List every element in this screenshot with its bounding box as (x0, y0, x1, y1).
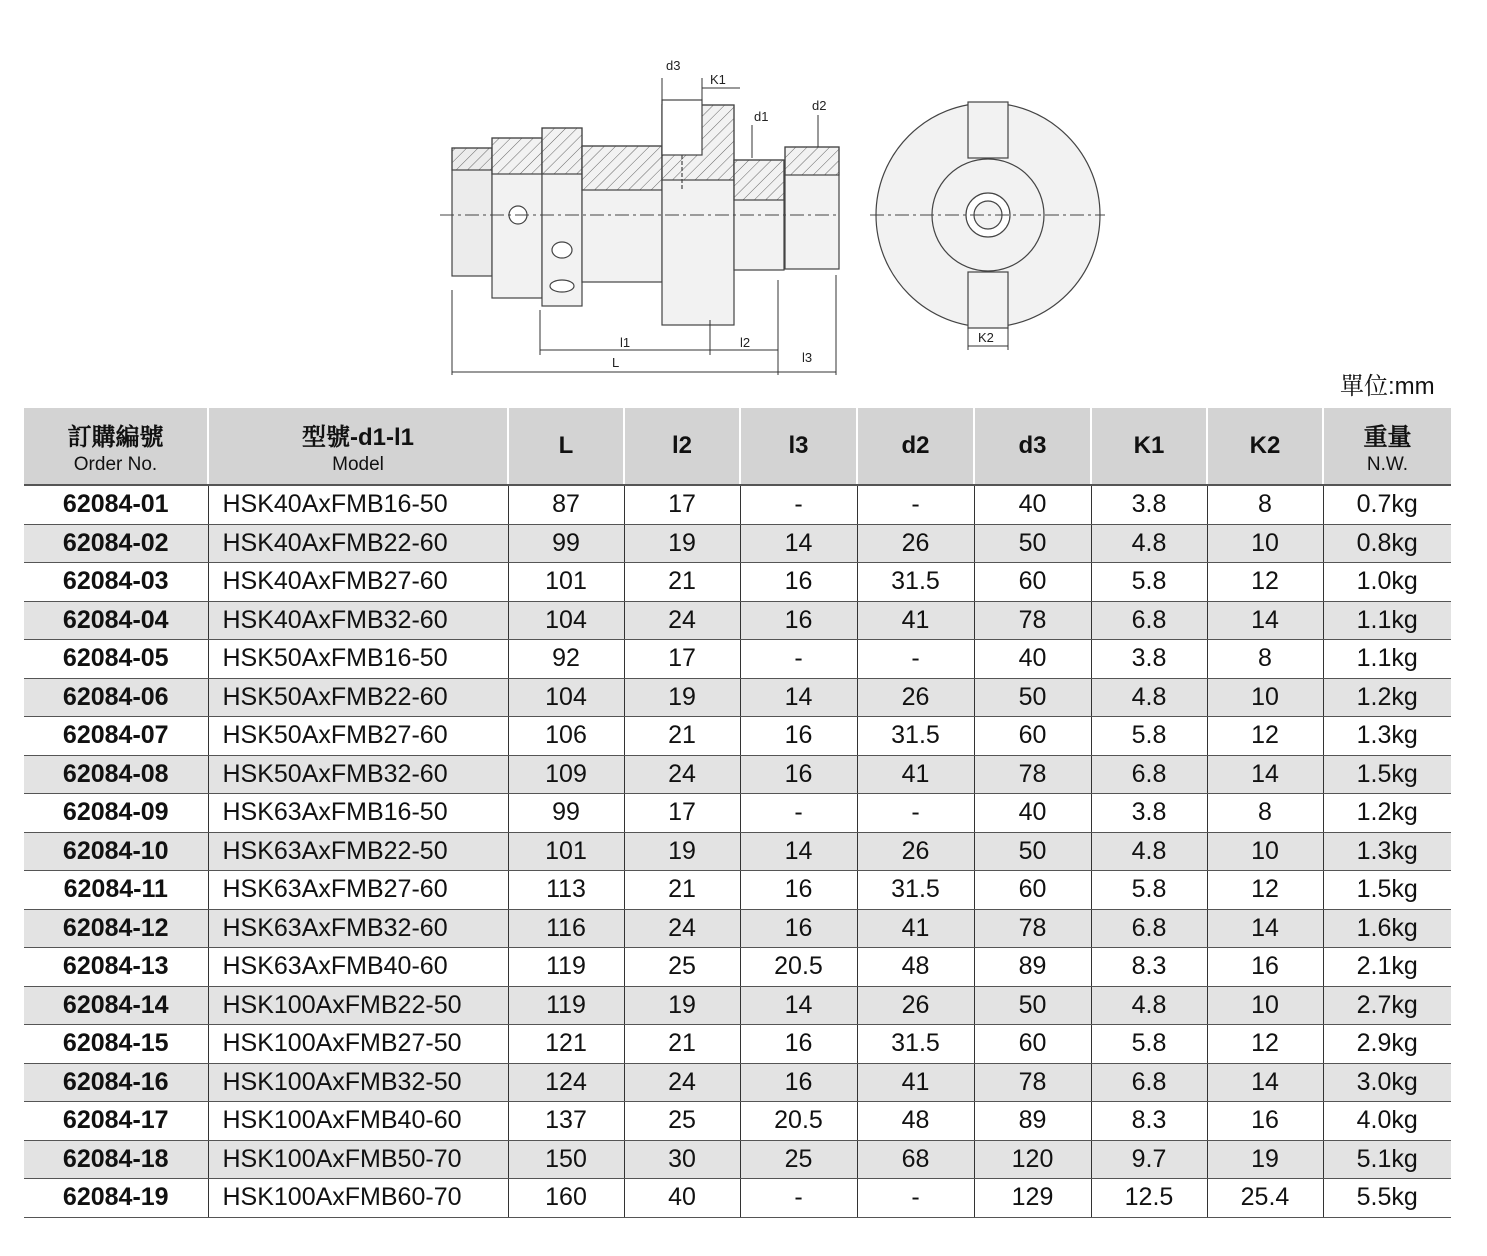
cell-order: 62084-07 (24, 717, 208, 756)
cell-l2: 21 (624, 563, 740, 602)
cell-model: HSK100AxFMB40-60 (208, 1102, 508, 1141)
cell-l2: 24 (624, 909, 740, 948)
cell-d2: - (857, 1179, 974, 1218)
cell-k1: 6.8 (1091, 1063, 1207, 1102)
table-row (24, 640, 1451, 679)
cell-nw: 5.1kg (1323, 1140, 1451, 1179)
table-row (24, 871, 1451, 910)
cell-order: 62084-11 (24, 871, 208, 910)
table-row (24, 524, 1451, 563)
table-row (24, 485, 1451, 524)
cell-d2: 41 (857, 601, 974, 640)
cell-l3: 16 (740, 717, 857, 756)
header-L: L (508, 408, 624, 485)
cell-l2: 21 (624, 871, 740, 910)
cell-nw: 1.5kg (1323, 871, 1451, 910)
cell-order: 62084-02 (24, 524, 208, 563)
cell-d3: 50 (974, 986, 1091, 1025)
cell-k1: 3.8 (1091, 485, 1207, 524)
cell-d2: - (857, 794, 974, 833)
table-row (24, 755, 1451, 794)
cell-k1: 6.8 (1091, 755, 1207, 794)
cell-k2: 8 (1207, 485, 1323, 524)
cell-nw: 1.3kg (1323, 832, 1451, 871)
cell-k1: 6.8 (1091, 601, 1207, 640)
cell-order: 62084-04 (24, 601, 208, 640)
cell-d2: 26 (857, 986, 974, 1025)
cell-k2: 14 (1207, 755, 1323, 794)
cell-L: 99 (508, 794, 624, 833)
cell-d3: 40 (974, 485, 1091, 524)
cell-L: 106 (508, 717, 624, 756)
cell-k2: 25.4 (1207, 1179, 1323, 1218)
cell-k2: 12 (1207, 1025, 1323, 1064)
cell-d3: 89 (974, 1102, 1091, 1141)
cell-model: HSK100AxFMB32-50 (208, 1063, 508, 1102)
cell-order: 62084-01 (24, 485, 208, 524)
cell-model: HSK40AxFMB27-60 (208, 563, 508, 602)
cell-model: HSK63AxFMB32-60 (208, 909, 508, 948)
table-row (24, 601, 1451, 640)
cell-model: HSK63AxFMB27-60 (208, 871, 508, 910)
cell-model: HSK50AxFMB22-60 (208, 678, 508, 717)
cell-L: 101 (508, 832, 624, 871)
cell-L: 104 (508, 678, 624, 717)
cell-d3: 129 (974, 1179, 1091, 1218)
cell-model: HSK50AxFMB32-60 (208, 755, 508, 794)
cell-l2: 21 (624, 1025, 740, 1064)
cell-d2: 31.5 (857, 871, 974, 910)
cell-model: HSK40AxFMB22-60 (208, 524, 508, 563)
cell-d2: 26 (857, 832, 974, 871)
table-row (24, 1140, 1451, 1179)
cell-L: 113 (508, 871, 624, 910)
cell-L: 116 (508, 909, 624, 948)
cell-d2: 26 (857, 524, 974, 563)
cell-d2: - (857, 640, 974, 679)
cell-l2: 19 (624, 986, 740, 1025)
cell-model: HSK40AxFMB16-50 (208, 485, 508, 524)
cell-order: 62084-14 (24, 986, 208, 1025)
header-l3: l3 (740, 408, 857, 485)
cell-d3: 40 (974, 640, 1091, 679)
cell-L: 99 (508, 524, 624, 563)
table-row (24, 1102, 1451, 1141)
cell-l3: 16 (740, 1063, 857, 1102)
cell-l2: 19 (624, 832, 740, 871)
cell-l2: 19 (624, 524, 740, 563)
cell-nw: 1.3kg (1323, 717, 1451, 756)
cell-l3: 14 (740, 832, 857, 871)
cell-L: 160 (508, 1179, 624, 1218)
cell-model: HSK63AxFMB22-50 (208, 832, 508, 871)
cell-L: 119 (508, 986, 624, 1025)
cell-l2: 17 (624, 794, 740, 833)
cell-d2: 41 (857, 909, 974, 948)
header-k2: K2 (1207, 408, 1323, 485)
cell-model: HSK50AxFMB27-60 (208, 717, 508, 756)
cell-model: HSK100AxFMB60-70 (208, 1179, 508, 1218)
cell-nw: 1.1kg (1323, 640, 1451, 679)
cell-l3: 16 (740, 601, 857, 640)
cell-order: 62084-08 (24, 755, 208, 794)
table-row (24, 563, 1451, 602)
cell-k2: 8 (1207, 794, 1323, 833)
cell-l2: 25 (624, 1102, 740, 1141)
cell-order: 62084-12 (24, 909, 208, 948)
header-weight: 重量 N.W. (1323, 408, 1451, 485)
label-l1: l1 (620, 335, 631, 350)
table-row (24, 948, 1451, 987)
cell-l3: 16 (740, 909, 857, 948)
table-row (24, 909, 1451, 948)
cell-k1: 4.8 (1091, 832, 1207, 871)
table-row (24, 1063, 1451, 1102)
cell-model: HSK50AxFMB16-50 (208, 640, 508, 679)
cell-k1: 6.8 (1091, 909, 1207, 948)
cell-d3: 89 (974, 948, 1091, 987)
cell-nw: 4.0kg (1323, 1102, 1451, 1141)
header-row (24, 408, 1451, 485)
cell-nw: 0.8kg (1323, 524, 1451, 563)
cell-k1: 9.7 (1091, 1140, 1207, 1179)
label-d2: d2 (812, 98, 827, 113)
cell-model: HSK100AxFMB27-50 (208, 1025, 508, 1064)
cell-d3: 78 (974, 909, 1091, 948)
cell-k2: 10 (1207, 986, 1323, 1025)
cell-order: 62084-15 (24, 1025, 208, 1064)
cell-L: 109 (508, 755, 624, 794)
cell-d3: 50 (974, 678, 1091, 717)
cell-model: HSK63AxFMB40-60 (208, 948, 508, 987)
cell-d3: 60 (974, 1025, 1091, 1064)
cell-L: 87 (508, 485, 624, 524)
cell-nw: 0.7kg (1323, 485, 1451, 524)
cell-nw: 1.2kg (1323, 794, 1451, 833)
cell-k1: 12.5 (1091, 1179, 1207, 1218)
cell-d3: 78 (974, 1063, 1091, 1102)
cell-l3: 14 (740, 678, 857, 717)
cell-d2: 26 (857, 678, 974, 717)
cell-l3: 16 (740, 563, 857, 602)
cell-k2: 16 (1207, 948, 1323, 987)
header-l2: l2 (624, 408, 740, 485)
cell-order: 62084-09 (24, 794, 208, 833)
cell-d2: 41 (857, 1063, 974, 1102)
cell-d2: 68 (857, 1140, 974, 1179)
cell-l3: 14 (740, 524, 857, 563)
unit-label: 單位:mm (1340, 373, 1435, 400)
cell-k2: 16 (1207, 1102, 1323, 1141)
table-row (24, 1025, 1451, 1064)
technical-drawing (440, 50, 1120, 380)
cell-k2: 14 (1207, 1063, 1323, 1102)
cell-model: HSK100AxFMB22-50 (208, 986, 508, 1025)
cell-l3: 16 (740, 1025, 857, 1064)
cell-model: HSK63AxFMB16-50 (208, 794, 508, 833)
cell-l2: 24 (624, 755, 740, 794)
cell-l2: 25 (624, 948, 740, 987)
header-d2: d2 (857, 408, 974, 485)
cell-order: 62084-13 (24, 948, 208, 987)
cell-l3: 16 (740, 871, 857, 910)
cell-k2: 10 (1207, 678, 1323, 717)
cell-l3: 20.5 (740, 948, 857, 987)
cell-l3: 25 (740, 1140, 857, 1179)
cell-l3: - (740, 794, 857, 833)
table-row (24, 1179, 1451, 1218)
cell-order: 62084-19 (24, 1179, 208, 1218)
cell-order: 62084-05 (24, 640, 208, 679)
cell-L: 124 (508, 1063, 624, 1102)
cell-nw: 2.7kg (1323, 986, 1451, 1025)
cell-nw: 1.1kg (1323, 601, 1451, 640)
table-row (24, 794, 1451, 833)
cell-d2: 31.5 (857, 1025, 974, 1064)
header-d3: d3 (974, 408, 1091, 485)
side-view (452, 100, 839, 325)
cell-d3: 40 (974, 794, 1091, 833)
cell-d3: 78 (974, 601, 1091, 640)
label-d3: d3 (666, 58, 681, 73)
cell-k1: 5.8 (1091, 1025, 1207, 1064)
cell-nw: 1.5kg (1323, 755, 1451, 794)
cell-L: 119 (508, 948, 624, 987)
cell-k2: 19 (1207, 1140, 1323, 1179)
cell-d3: 120 (974, 1140, 1091, 1179)
cell-l3: 14 (740, 986, 857, 1025)
spec-table (24, 408, 1451, 1218)
cell-k2: 14 (1207, 601, 1323, 640)
cell-nw: 2.1kg (1323, 948, 1451, 987)
cell-order: 62084-16 (24, 1063, 208, 1102)
cell-k2: 12 (1207, 717, 1323, 756)
label-d1: d1 (754, 109, 769, 124)
cell-nw: 3.0kg (1323, 1063, 1451, 1102)
label-k1: K1 (710, 72, 726, 87)
cell-k1: 4.8 (1091, 678, 1207, 717)
label-k2: K2 (978, 330, 994, 345)
table-row (24, 717, 1451, 756)
cell-d2: 31.5 (857, 717, 974, 756)
cell-l2: 40 (624, 1179, 740, 1218)
cell-k1: 4.8 (1091, 524, 1207, 563)
cell-l2: 24 (624, 601, 740, 640)
cell-k1: 8.3 (1091, 1102, 1207, 1141)
table-row (24, 678, 1451, 717)
cell-order: 62084-17 (24, 1102, 208, 1141)
cell-nw: 1.2kg (1323, 678, 1451, 717)
label-L: L (612, 355, 620, 370)
cell-l3: - (740, 485, 857, 524)
cell-order: 62084-10 (24, 832, 208, 871)
table-row (24, 832, 1451, 871)
cell-l2: 17 (624, 485, 740, 524)
cell-d2: 31.5 (857, 563, 974, 602)
cell-l3: - (740, 640, 857, 679)
cell-l3: - (740, 1179, 857, 1218)
cell-d2: 48 (857, 1102, 974, 1141)
cell-nw: 5.5kg (1323, 1179, 1451, 1218)
cell-k2: 14 (1207, 909, 1323, 948)
cell-k1: 5.8 (1091, 563, 1207, 602)
cell-d3: 50 (974, 524, 1091, 563)
cell-d3: 50 (974, 832, 1091, 871)
cell-order: 62084-18 (24, 1140, 208, 1179)
cell-d3: 78 (974, 755, 1091, 794)
cell-k1: 3.8 (1091, 794, 1207, 833)
cell-d2: - (857, 485, 974, 524)
cell-l2: 30 (624, 1140, 740, 1179)
label-l2: l2 (740, 335, 751, 350)
cell-order: 62084-06 (24, 678, 208, 717)
cell-k1: 8.3 (1091, 948, 1207, 987)
cell-d3: 60 (974, 563, 1091, 602)
cell-k2: 10 (1207, 832, 1323, 871)
cell-l2: 19 (624, 678, 740, 717)
cell-k2: 12 (1207, 871, 1323, 910)
cell-l2: 24 (624, 1063, 740, 1102)
cell-L: 104 (508, 601, 624, 640)
cell-l2: 21 (624, 717, 740, 756)
cell-l2: 17 (624, 640, 740, 679)
cell-order: 62084-03 (24, 563, 208, 602)
cell-d3: 60 (974, 717, 1091, 756)
header-k1: K1 (1091, 408, 1207, 485)
header-order: 訂購編號 Order No. (24, 408, 208, 485)
cell-l3: 20.5 (740, 1102, 857, 1141)
cell-k2: 10 (1207, 524, 1323, 563)
cell-L: 150 (508, 1140, 624, 1179)
cell-d3: 60 (974, 871, 1091, 910)
cell-d2: 48 (857, 948, 974, 987)
cell-nw: 1.6kg (1323, 909, 1451, 948)
cell-L: 101 (508, 563, 624, 602)
cell-L: 92 (508, 640, 624, 679)
cell-L: 137 (508, 1102, 624, 1141)
cell-L: 121 (508, 1025, 624, 1064)
cell-k1: 4.8 (1091, 986, 1207, 1025)
cell-k1: 5.8 (1091, 871, 1207, 910)
cell-k1: 3.8 (1091, 640, 1207, 679)
cell-k1: 5.8 (1091, 717, 1207, 756)
cell-model: HSK100AxFMB50-70 (208, 1140, 508, 1179)
cell-k2: 12 (1207, 563, 1323, 602)
cell-k2: 8 (1207, 640, 1323, 679)
cell-nw: 2.9kg (1323, 1025, 1451, 1064)
cell-model: HSK40AxFMB32-60 (208, 601, 508, 640)
table-row (24, 986, 1451, 1025)
label-l3: l3 (802, 350, 813, 365)
cell-d2: 41 (857, 755, 974, 794)
cell-nw: 1.0kg (1323, 563, 1451, 602)
cell-l3: 16 (740, 755, 857, 794)
header-model: 型號-d1-l1 Model (208, 408, 508, 485)
